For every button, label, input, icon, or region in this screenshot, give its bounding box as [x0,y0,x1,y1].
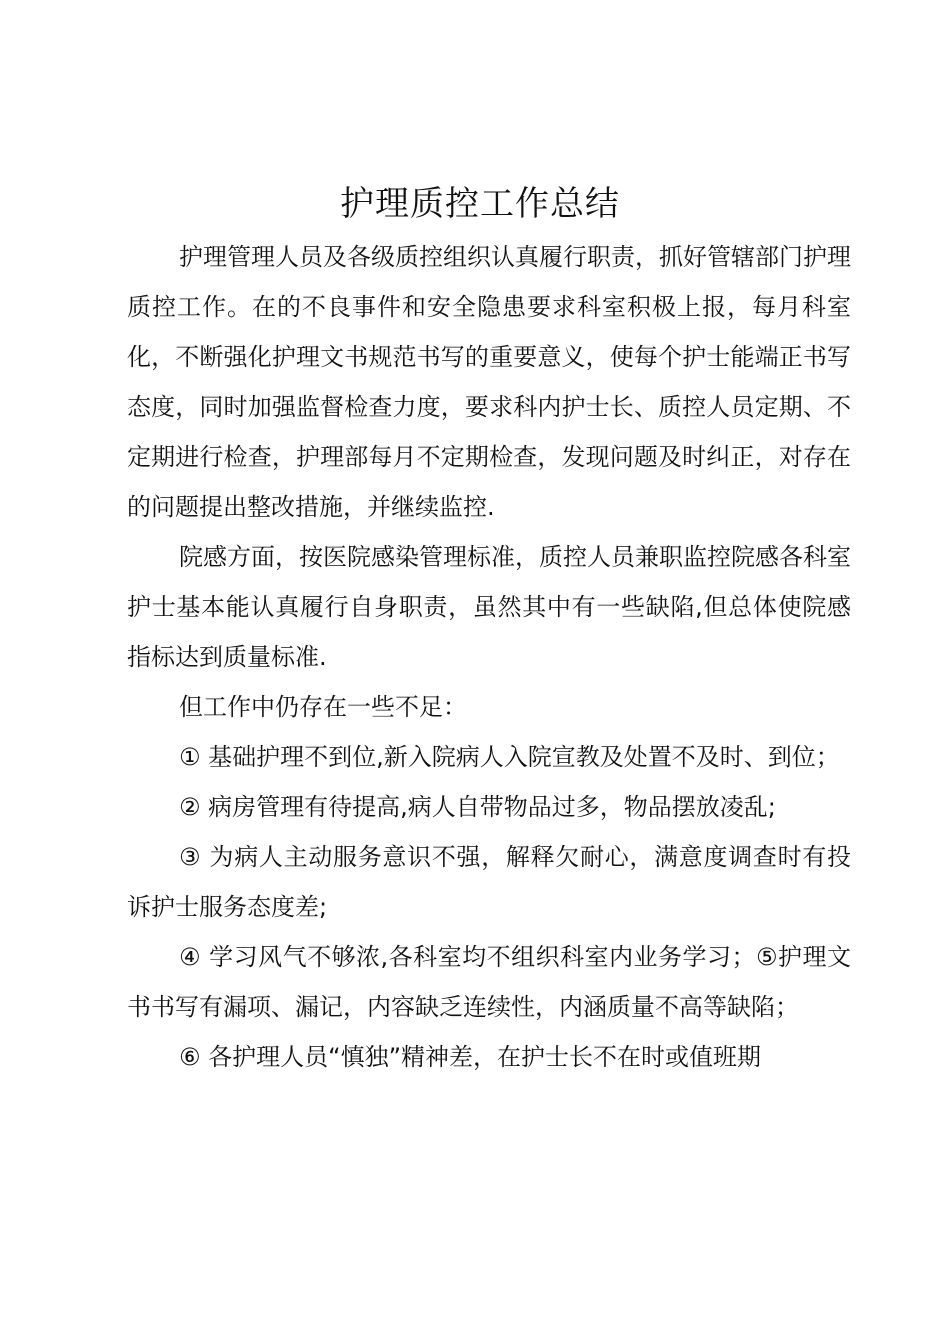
paragraph-item-6: ⑥ 各护理人员“慎独”精神差，在护士长不在时或值班期 [179,1043,762,1071]
paragraph-item-2: ② 病房管理有待提高,病人自带物品过多，物品摆放凌乱; [179,793,776,821]
paragraph-item-1: ① 基础护理不到位,新入院病人入院宣教及处置不及时、到位； [179,743,840,771]
paragraph-quality-control: 护理管理人员及各级质控组织认真履行职责，抓好管辖部门护理质控工作。在的不良事件和安全隐患要求科室积极上报，每月科室化，不断强化护理文书规范书写的重要意义，使每个护士能端正书写态度，同时加强监督检查力度，要求科内护士长、质控人员定期、不定期进行检查，护理部每月不定期检查，发现问题及时纠正，对存在的问题提出整改措施，并继续监控. [127,243,851,521]
paragraph-infection-control: 院感方面，按医院感染管理标准，质控人员兼职监控院感各科室护士基本能认真履行自身职责，虽然其中有一些缺陷,但总体使院感指标达到质量标准. [127,543,851,671]
document-title: 护理质控工作总结 [340,184,620,224]
paragraph-item-4-5: ④ 学习风气不够浓,各科室均不组织科室内业务学习；⑤护理文书书写有漏项、漏记，内容缺乏连续性，内涵质量不高等缺陷； [127,943,851,1021]
paragraph-shortcomings-intro: 但工作中仍存在一些不足： [179,693,467,721]
document-body [127,232,851,1082]
paragraph-item-3: ③ 为病人主动服务意识不强，解释欠耐心，满意度调查时有投诉护士服务态度差; [127,843,851,921]
